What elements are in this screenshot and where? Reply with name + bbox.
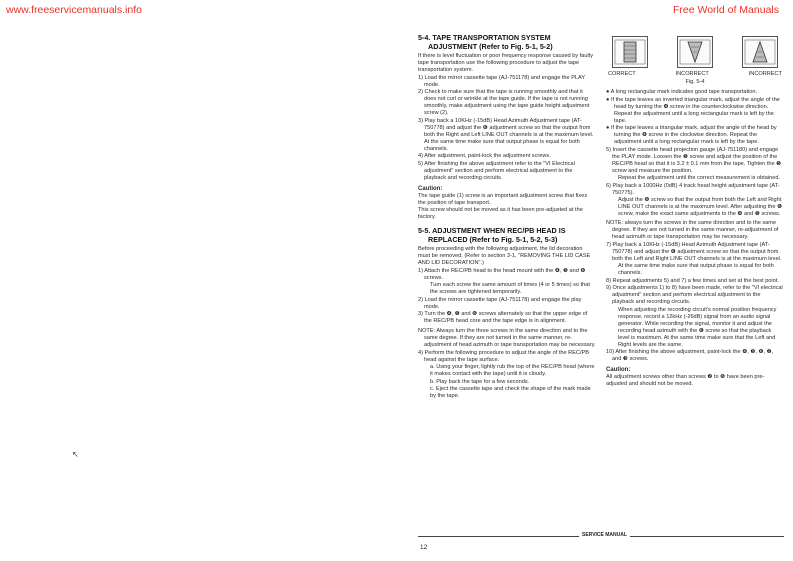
step-item: 7) Play back a 10KHz (-15dB) Head Azimuth Adjustment tape (AT-750778) and adjust the ❻ adjustment screw so that the output from both the Left and Right LINE OUT channels is at the maximum level.	[606, 241, 782, 262]
footer-label: SERVICE MANUAL	[579, 532, 630, 538]
step-item: 1) Load the mirror cassette tape (AJ-751178) and engage the PLAY mode.	[418, 74, 585, 88]
page-number: 12	[420, 544, 428, 551]
caution-text: This screw should not be moved as it has been pre-adjusted at the factory.	[418, 207, 583, 221]
step-sub-text: When adjusting the recording circuit's normal position frequency response, record a 12kHz (-26dB) signal from an audio signal generator. While recording the signal, monitor it and adjust the recording head azimuth with the ❻ screw so that the playback level is maximum. At the same time make sure that the Left and Right levels are the same.	[618, 306, 777, 348]
figure-number: Fig. 5-4	[685, 79, 705, 85]
step-item: 1) Attach the REC/PB head to the head mount with the ❹, ❺ and ❻ screws.	[418, 267, 586, 281]
bullet-text: A long rectangular mark indicates good tape transportation.	[610, 89, 758, 95]
step-item: 4) After adjustment, paint-lock the adjustment screws.	[418, 153, 551, 160]
step-item: 10) After finishing the above adjustment, paint-lock the ❹, ❺, ❻, ❷, and ❸ screws.	[606, 349, 774, 362]
step-item: 9) Once adjustments 1) to 8) have been made, refer to the "VI electrical adjustment" section and perform electrical adjustment to the playback and recording circuits.	[606, 285, 783, 305]
step-item: 8) Repeat adjustments 5) and 7) a few times and set at the best point.	[606, 277, 779, 284]
section-5-4-heading	[418, 34, 596, 51]
step-sub-text: c. Eject the cassette tape and check the shape of the mark made by the tape.	[430, 386, 591, 400]
step-sub-text: a. Using your finger, lightly rub the top of the REC/PB head (where it makes contact with the tape) until it is cloudy.	[430, 364, 595, 378]
step-item: 2) Check to make sure that the tape is running smoothly and that it does not curl or wrinkle at the tape guide. If the tape is not running smoothly, make adjustment using the tape guide height adjustment screw (2).	[418, 89, 590, 117]
triangle-figure	[742, 36, 778, 68]
bullet-item: ● If the tape leaves a triangular mark, adjust the angle of the head by turning the ❹ screw in the clockwise direction. Repeat the adjustment until a long rectangular mark is left by the tape.	[606, 125, 777, 145]
caption-incorrect-2: INCORRECT	[748, 71, 782, 77]
step-sub-text: Repeat the adjustment until the correct measurement is obtained.	[618, 175, 780, 181]
step-sub-text: At the same time make sure that output phase is equal for both channels.	[618, 263, 774, 276]
step-sub-text: Turn each screw the same amount of times (4 or 5 times) so that the screws are tightened temporarily.	[430, 282, 590, 296]
caution-text: The tape guide (1) screw is an important adjustment screw that fixes the position of tape transport.	[418, 192, 588, 206]
figure-captions	[606, 71, 784, 78]
bullet-item: ● A long rectangular mark indicates good tape transportation.	[606, 89, 758, 95]
heading-line-2: ADJUSTMENT (Refer to Fig. 5-1, 5-2)	[428, 41, 553, 51]
bullet-text: If the tape leaves an inverted triangular mark, adjust the angle of the head by turning the ❹ screw in the counterclockwise direction. Repeat the adjustment until a long rectangular mark is left by the tape.	[610, 96, 780, 124]
note-text: NOTE: Always turn the three screws in the same direction and to the same degree. If they are not turned in the same manner, re-adjustment of head azimuth or tape transportation may be necessary.	[418, 328, 596, 349]
step-item: 3) Play back a 10KHz (-15dB) Head Azimuth Adjustment tape (AT-750778) and adjust the ❻ adjustment screw so that the output from both the Right and Left LINE OUT channels is at the maximum level. At the same time make sure that output phase is equal for both channels.	[418, 117, 594, 152]
correct-mark-figure	[612, 36, 648, 68]
step-item: 5) After finishing the above adjustment refer to the "VI Electrical adjustment" section and perform electrical adjustment to the playback and recording circuits.	[418, 160, 575, 181]
step-sub-text: b. Play back the tape for a few seconds.	[430, 378, 530, 385]
site-link-left[interactable]: www.freeservicemanuals.info	[6, 4, 142, 16]
step-item: 2) Load the mirror cassette tape (AJ-751178) and engage the play mode.	[418, 296, 582, 310]
intro-paragraph: Before proceeding with the following adjustment, the lid decoration must be removed. (Refer to section 3-1, "REMOVING THE LID CASE AND LID DECORATION".)	[418, 246, 591, 267]
heading-line-2: REPLACED (Refer to Fig. 5-1, 5-2, 5-3)	[428, 234, 558, 244]
step-item: 6) Play back a 1000Hz (0dB) 4 track head height adjustment tape (AT-750775).	[606, 182, 780, 196]
bullet-item: ● If the tape leaves an inverted triangular mark, adjust the angle of the head by turning the ❹ screw in the counterclockwise direction. Repeat the adjustment until a long rectangular mark is left by the tape.	[606, 96, 780, 124]
heading-line-1: 5-4. TAPE TRANSPORTATION SYSTEM	[418, 33, 551, 42]
step-sub-text: Adjust the ❻ screw so that the output from both the Left and Right LINE OUT channels is at the maximum level. After adjusting the ❻ screw, make the exact same adjustments to the ❹ and ❺ screws.	[618, 197, 783, 217]
section-5-5-heading	[418, 227, 596, 244]
bullet-text: If the tape leaves a triangular mark, adjust the angle of the head by turning the ❹ screw in the clockwise direction. Repeat the adjustment until a long rectangular mark is left by the tape.	[610, 125, 777, 145]
caption-incorrect-1: INCORRECT	[675, 71, 709, 77]
inverted-triangle-figure	[677, 36, 713, 68]
caution-title: Caution:	[606, 367, 631, 373]
caption-correct: CORRECT	[608, 71, 636, 77]
step-item: 4) Perform the following procedure to adjust the angle of the REC/PB head against the tape surface.	[418, 349, 590, 363]
note-text: NOTE: always turn the screws in the same direction and to the same degree. If they are not turned in the same manner, re-adjustment of head azimuth or tape transportation may be necessary.	[606, 220, 779, 240]
caution-title: Caution:	[418, 185, 443, 192]
site-link-right[interactable]: Free World of Manuals	[672, 4, 779, 16]
intro-paragraph: If there is level fluctuation or poor frequency response caused by faulty tape transportation use the following procedure to adjust the tape transportation system.	[418, 53, 594, 74]
step-item: 5) Insert the cassette head projection gauge (AJ-751180) and engage the PLAY mode. Loosen the ❺ screw and adjust the position of the REC/PB head so that it is 3.2 ± 0.1 mm from the tape. Tighten the ❺ screw and measure the position.	[606, 146, 782, 174]
step-item: 3) Turn the ❹, ❺ and ❻ screws alternately so that the upper edge of the REC/PB head core and the tape edge is in alignment.	[418, 311, 588, 325]
left-column	[418, 34, 596, 401]
caution-text: All adjustment screws other than screws ❷ to ❻ have been pre-adjusted and should not be moved.	[606, 374, 765, 387]
figure-5-4	[606, 36, 784, 68]
right-column	[606, 34, 784, 389]
mouse-cursor-icon: ↖	[72, 450, 79, 459]
heading-line-1: 5-5. ADJUSTMENT WHEN REC/PB HEAD IS	[418, 226, 566, 236]
